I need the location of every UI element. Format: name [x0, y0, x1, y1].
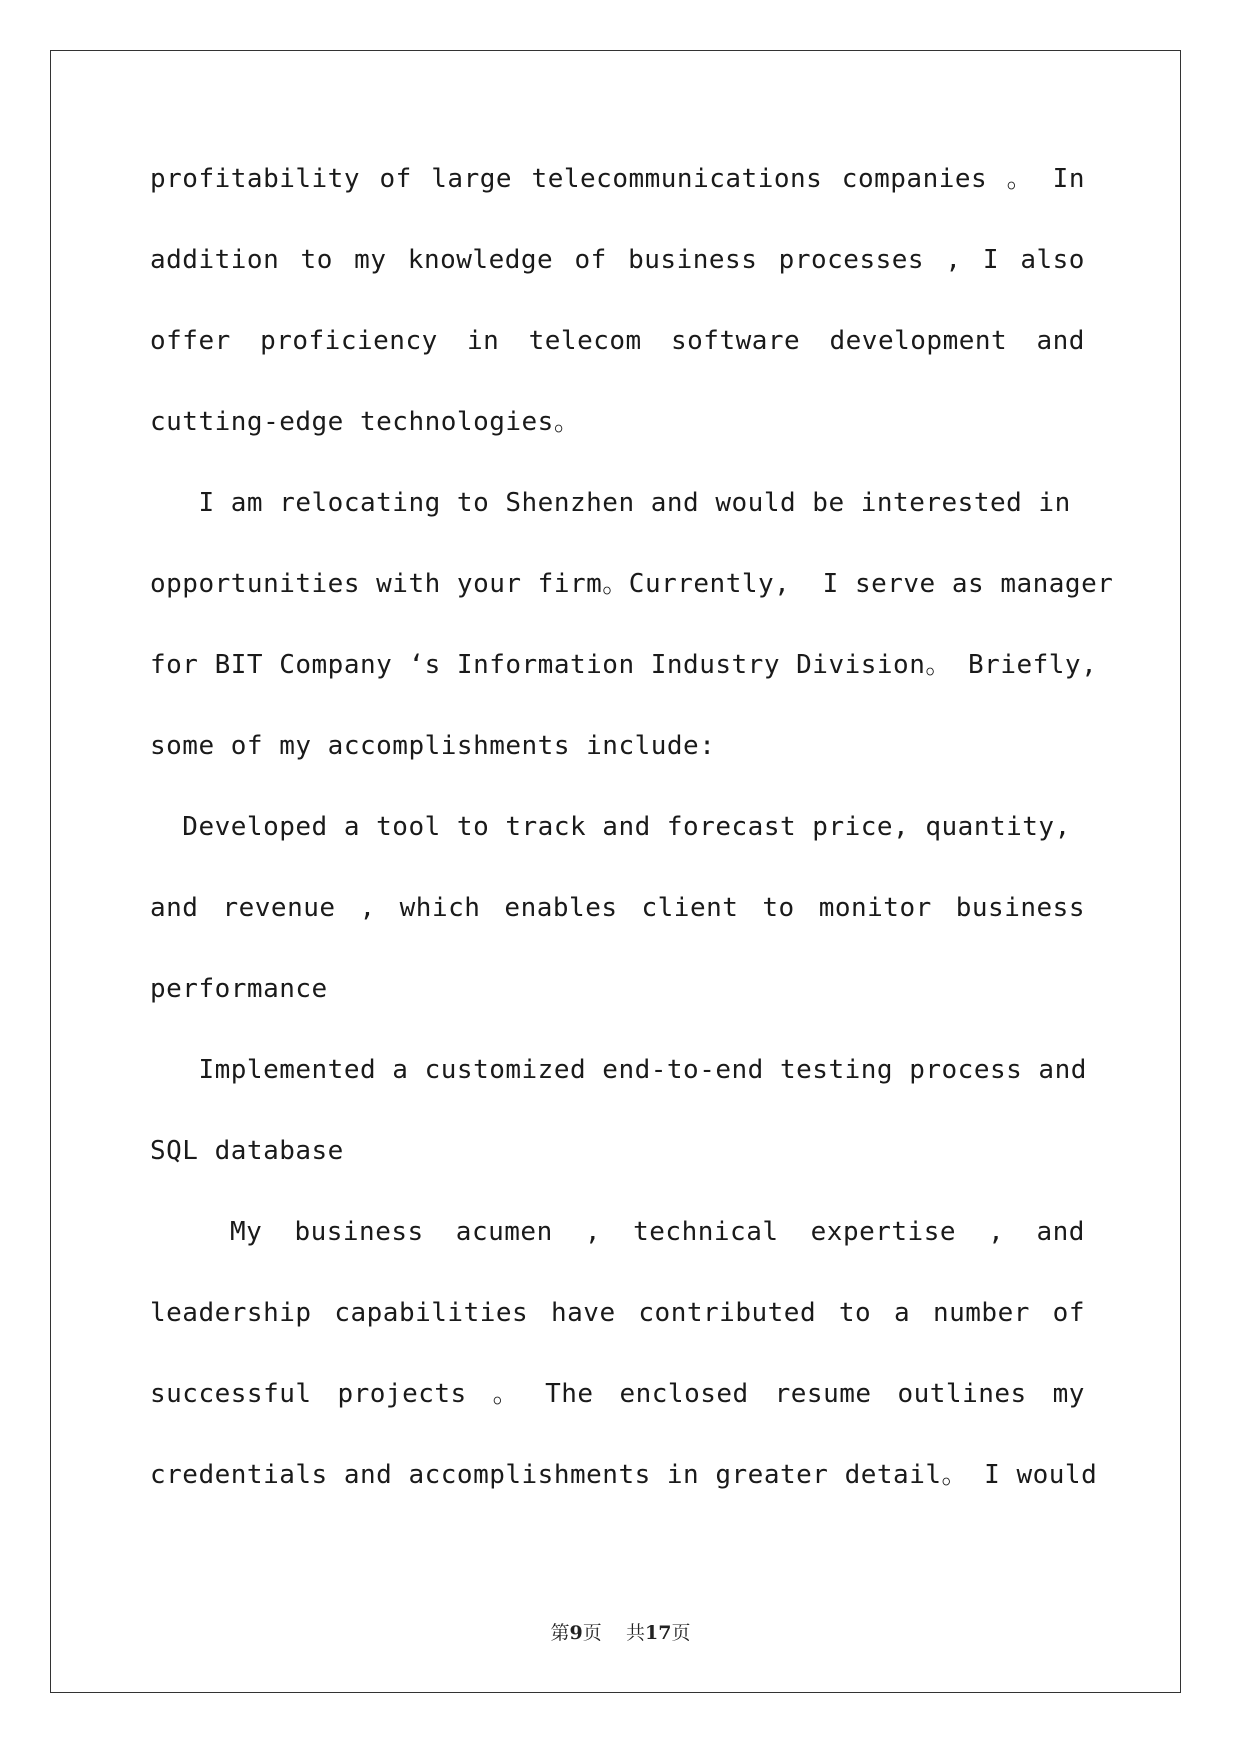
word: number — [932, 1298, 1030, 1328]
word: The — [545, 1379, 594, 1409]
word: also — [1020, 245, 1085, 275]
page-footer — [0, 1618, 1241, 1645]
text-line — [150, 1052, 1085, 1133]
text-line — [150, 971, 1085, 1052]
word: processes — [778, 245, 925, 275]
word: expertise — [810, 1217, 957, 1247]
word: business — [294, 1217, 424, 1247]
text-line — [150, 1457, 1098, 1538]
word: telecommunications — [531, 164, 823, 194]
word: to — [762, 893, 795, 923]
word: my — [354, 245, 387, 275]
word: In — [1052, 164, 1085, 194]
line-text: cutting-edge technologies。 — [150, 407, 581, 437]
word: to — [300, 245, 333, 275]
text-line — [150, 242, 1085, 323]
word: addition — [150, 245, 280, 275]
text-line — [150, 323, 1085, 404]
word: 。 — [1006, 164, 1034, 194]
word: My — [230, 1217, 263, 1247]
line-text: Implemented a customized end-to-end testing process and — [150, 1055, 1087, 1085]
line-text: for BIT Company ‘s Information Industry Division。 Briefly, — [150, 650, 1098, 680]
word: of — [574, 245, 607, 275]
line-text: credentials and accomplishments in greater detail。 I would — [150, 1460, 1098, 1490]
word: my — [1052, 1379, 1085, 1409]
word: 。 — [492, 1379, 520, 1409]
line-text: Developed a tool to track and forecast price, quantity, — [150, 812, 1071, 842]
word: business — [955, 893, 1085, 923]
text-line — [150, 1295, 1085, 1376]
footer-current-page: 9 — [569, 1622, 583, 1644]
footer-prefix: 第 — [550, 1622, 570, 1644]
word: business — [628, 245, 758, 275]
footer-page-label: 页 — [582, 1622, 602, 1644]
word: projects — [337, 1379, 467, 1409]
word: companies — [841, 164, 988, 194]
word: monitor — [818, 893, 932, 923]
word: revenue — [222, 893, 336, 923]
word: and — [1036, 326, 1085, 356]
document-body — [150, 161, 1114, 1538]
word: , — [584, 1217, 601, 1247]
word: outlines — [897, 1379, 1027, 1409]
word: , — [945, 245, 962, 275]
word: offer — [150, 326, 231, 356]
word: to — [838, 1298, 872, 1328]
word: proficiency — [260, 326, 438, 356]
line-text: performance — [150, 974, 328, 1004]
word: enclosed — [619, 1379, 749, 1409]
text-line — [150, 809, 1085, 890]
footer-total-pages: 17 — [644, 1622, 672, 1644]
word: of — [379, 164, 412, 194]
word: of — [1052, 1298, 1085, 1328]
line-text: opportunities with your firm。Currently, I serve as manager — [150, 569, 1114, 599]
word: resume — [774, 1379, 872, 1409]
word: client — [641, 893, 739, 923]
footer-total-prefix: 共 — [625, 1622, 645, 1644]
text-line — [150, 1133, 1085, 1214]
text-line — [150, 647, 1098, 728]
text-line — [150, 728, 1085, 809]
word: have — [550, 1298, 616, 1328]
word: leadership — [150, 1298, 312, 1328]
line-text: some of my accomplishments include: — [150, 731, 716, 761]
word: successful — [150, 1379, 312, 1409]
word: profitability — [150, 164, 360, 194]
line-text: I am relocating to Shenzhen and would be interested in — [150, 488, 1071, 518]
word: telecom — [528, 326, 642, 356]
word: , — [359, 893, 376, 923]
word: which — [399, 893, 481, 923]
text-line — [150, 890, 1085, 971]
word: and — [150, 893, 199, 923]
word: I — [982, 245, 999, 275]
word: technical — [633, 1217, 779, 1247]
word: and — [1036, 1217, 1085, 1247]
footer-total-label: 页 — [671, 1622, 691, 1644]
word: software — [670, 326, 801, 356]
word: contributed — [638, 1298, 817, 1328]
text-line — [150, 404, 1085, 485]
word: , — [988, 1217, 1005, 1247]
text-line — [150, 161, 1085, 242]
word: development — [829, 326, 1008, 356]
word: in — [467, 326, 500, 356]
line-text: SQL database — [150, 1136, 344, 1166]
text-line — [150, 485, 1085, 566]
text-line — [150, 1376, 1085, 1457]
word: enables — [504, 893, 618, 923]
word: acumen — [455, 1217, 553, 1247]
text-line — [150, 1214, 1085, 1295]
word: a — [894, 1298, 911, 1328]
word: large — [431, 164, 513, 194]
word: capabilities — [334, 1298, 529, 1328]
word: knowledge — [407, 245, 554, 275]
text-line — [150, 566, 1114, 647]
